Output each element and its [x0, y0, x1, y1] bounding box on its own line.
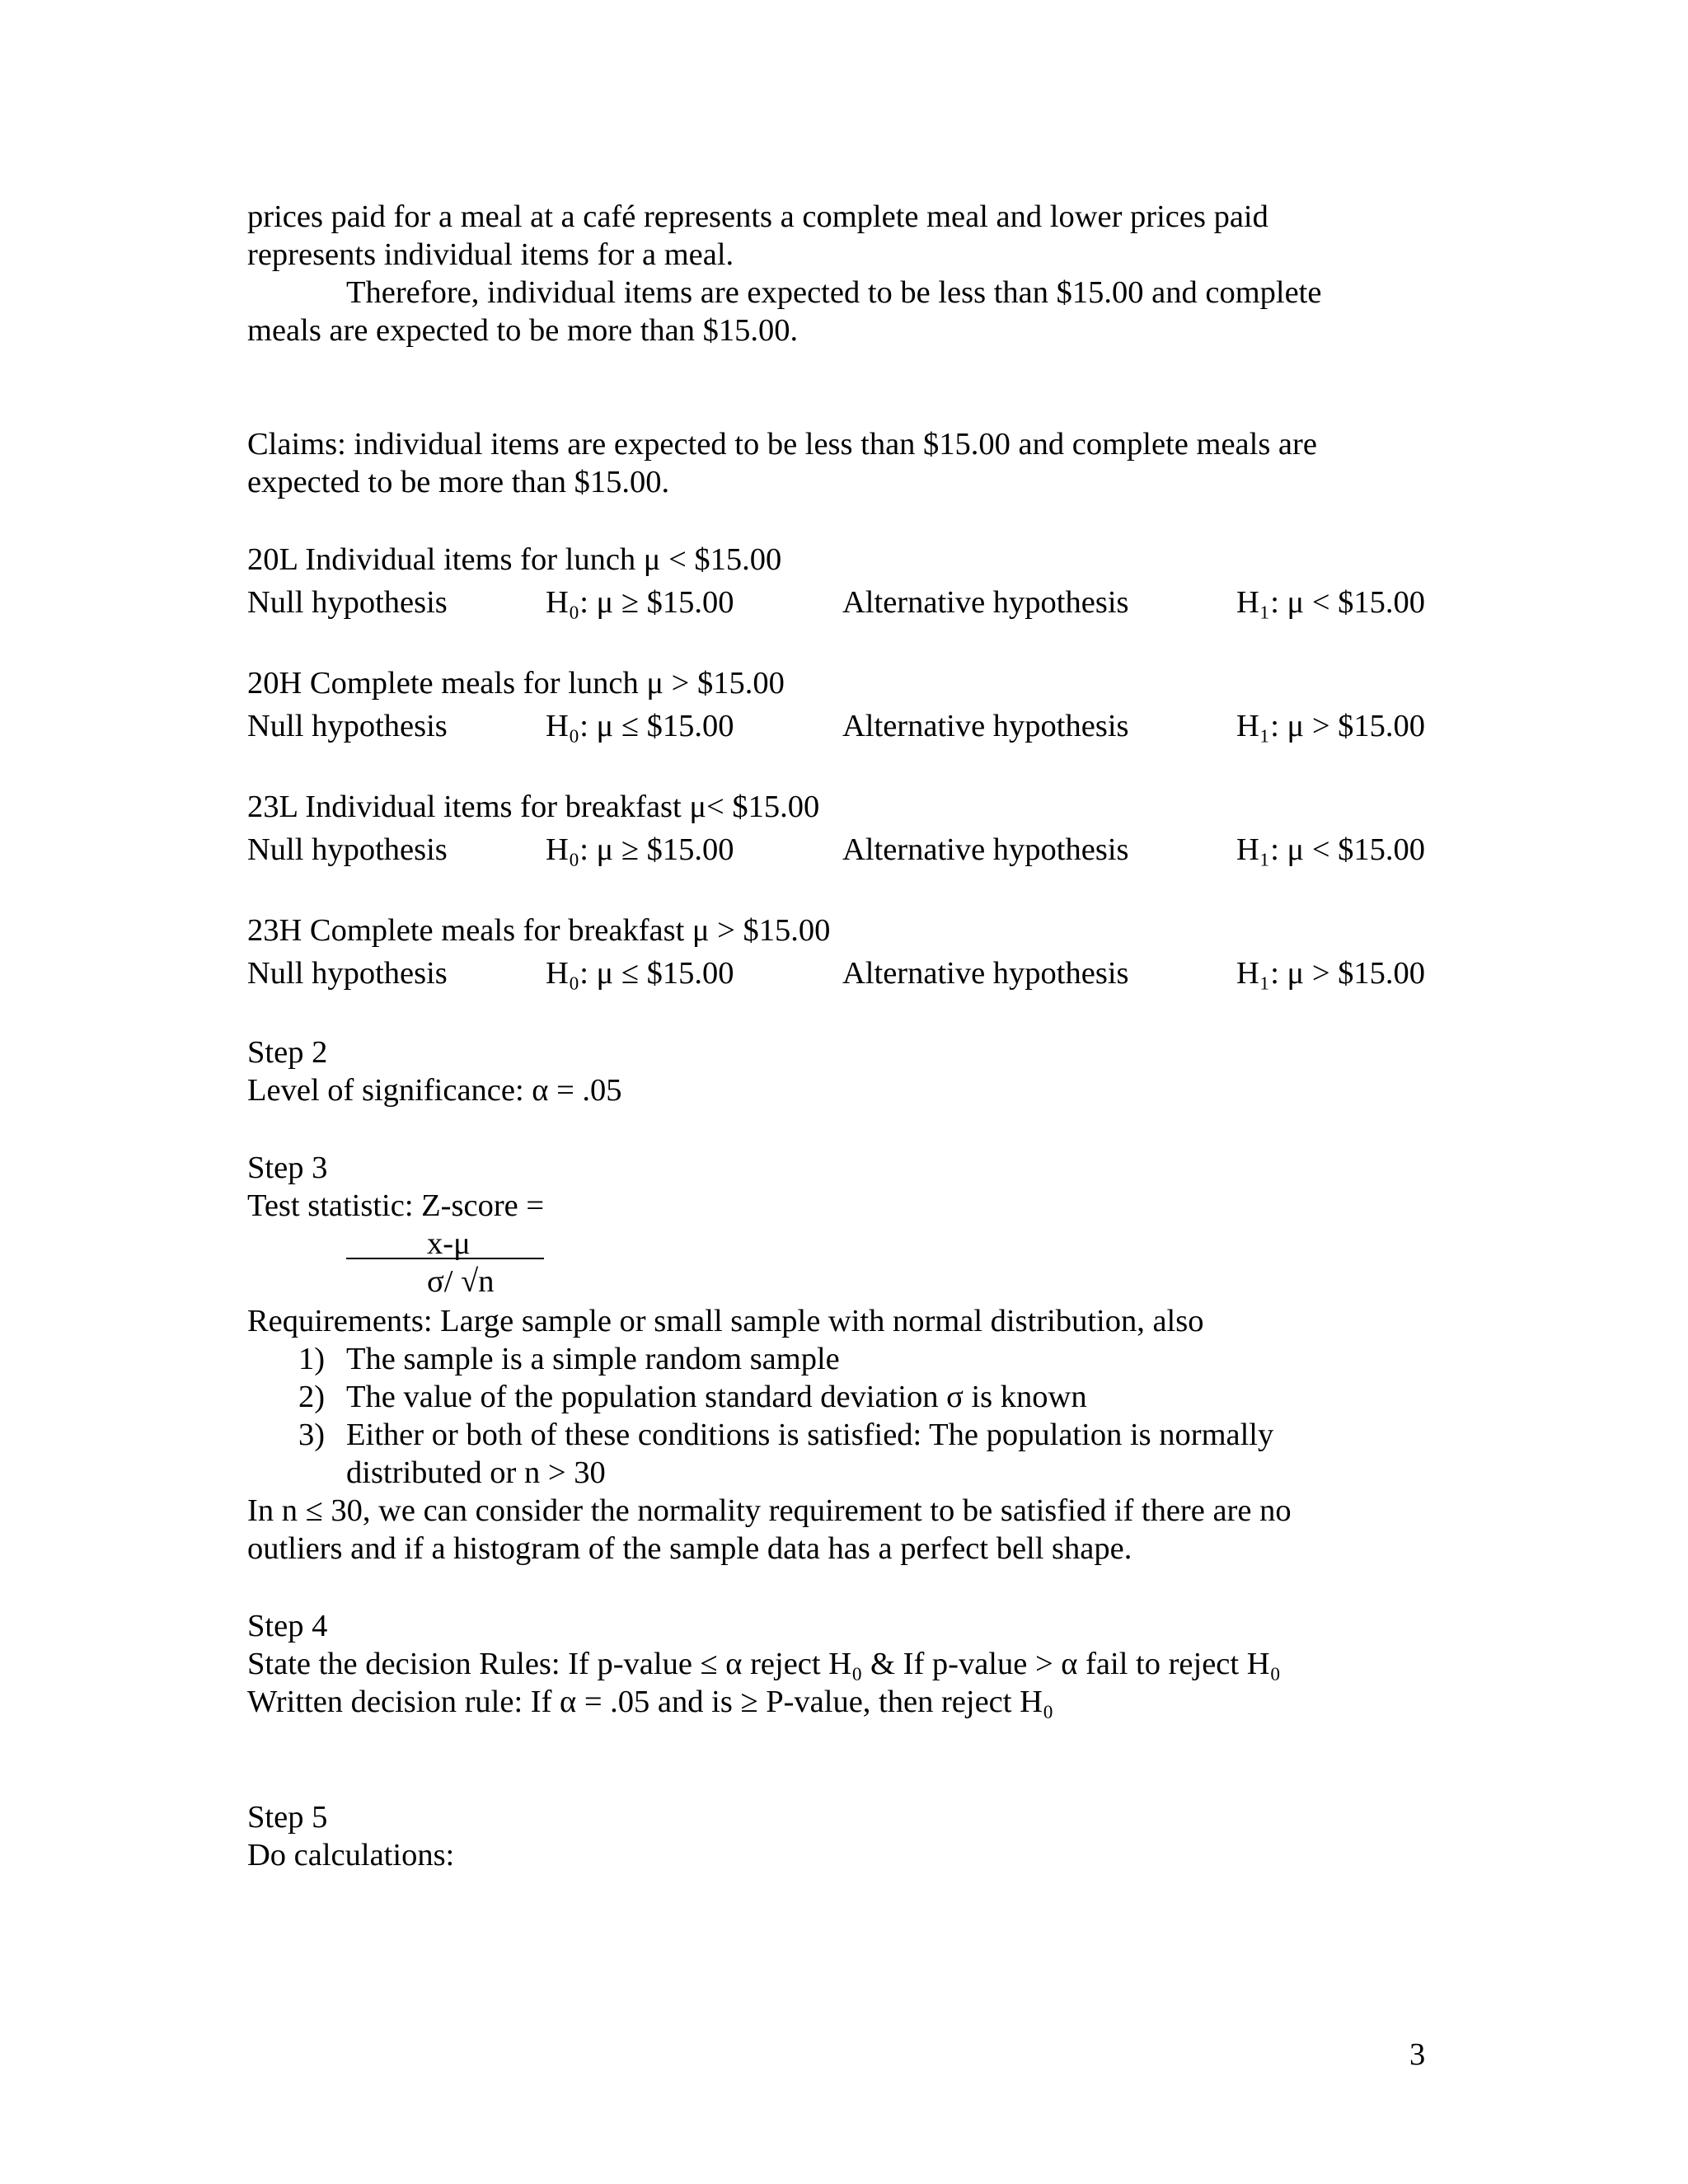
fraction-bar	[346, 1258, 544, 1259]
list-item-number: 1)	[298, 1342, 326, 1376]
decision-rules: State the decision Rules: If p-value ≤ α reject H₀ & If p-value > α fail to reject H₀	[247, 1647, 1281, 1681]
null-hypothesis-label: Null hypothesis	[247, 832, 448, 867]
intro-line-3: Therefore, individual items are expected to be less than $15.00 and complete	[346, 275, 1322, 310]
hypothesis-title: 23L Individual items for breakfast μ< $15.00	[247, 790, 820, 824]
alternative-hypothesis-label: Alternative hypothesis	[842, 956, 1129, 991]
null-hypothesis-formula: H₀: μ ≤ $15.00	[546, 709, 734, 743]
step3-text: Test statistic: Z-score =	[247, 1188, 545, 1223]
intro-line-4: meals are expected to be more than $15.00.	[247, 313, 799, 348]
step4-heading: Step 4	[247, 1609, 328, 1643]
step5-heading: Step 5	[247, 1800, 328, 1835]
null-hypothesis-formula: H₀: μ ≤ $15.00	[546, 956, 734, 991]
list-item: The value of the population standard deviation σ is known	[346, 1380, 1087, 1414]
alternative-hypothesis-formula: H₁: μ > $15.00	[1236, 956, 1426, 991]
list-item: The sample is a simple random sample	[346, 1342, 840, 1376]
step3-heading: Step 3	[247, 1151, 328, 1185]
list-item-number: 2)	[298, 1380, 326, 1414]
zscore-numerator: x-μ	[427, 1226, 471, 1261]
alternative-hypothesis-label: Alternative hypothesis	[842, 585, 1129, 620]
null-hypothesis-formula: H₀: μ ≥ $15.00	[546, 585, 734, 620]
page-number: 3	[1409, 2037, 1426, 2072]
step2-heading: Step 2	[247, 1035, 328, 1070]
zscore-denominator: σ/ √n	[427, 1264, 495, 1299]
requirements-text: Requirements: Large sample or small sample with normal distribution, also	[247, 1304, 1204, 1338]
hypothesis-title: 23H Complete meals for breakfast μ > $15.00	[247, 913, 831, 948]
null-hypothesis-label: Null hypothesis	[247, 709, 448, 743]
claims-line-1: Claims: individual items are expected to be less than $15.00 and complete meals are	[247, 427, 1317, 462]
null-hypothesis-label: Null hypothesis	[247, 585, 448, 620]
alternative-hypothesis-formula: H₁: μ > $15.00	[1236, 709, 1426, 743]
list-item-continuation: distributed or n > 30	[346, 1455, 606, 1490]
hypothesis-title: 20L Individual items for lunch μ < $15.00	[247, 542, 782, 577]
alternative-hypothesis-formula: H₁: μ < $15.00	[1236, 832, 1426, 867]
written-decision-rule: Written decision rule: If α = .05 and is ≥ P-value, then reject H₀	[247, 1685, 1054, 1719]
null-hypothesis-formula: H₀: μ ≥ $15.00	[546, 832, 734, 867]
list-item-number: 3)	[298, 1418, 326, 1452]
null-hypothesis-label: Null hypothesis	[247, 956, 448, 991]
alternative-hypothesis-label: Alternative hypothesis	[842, 709, 1129, 743]
step2-text: Level of significance: α = .05	[247, 1073, 622, 1108]
step5-text: Do calculations:	[247, 1838, 455, 1872]
intro-line-2: represents individual items for a meal.	[247, 237, 734, 272]
intro-line-1: prices paid for a meal at a café represents a complete meal and lower prices paid	[247, 199, 1268, 234]
claims-line-2: expected to be more than $15.00.	[247, 465, 670, 499]
normality-note-line-1: In n ≤ 30, we can consider the normality requirement to be satisfied if there are no	[247, 1493, 1292, 1528]
alternative-hypothesis-formula: H₁: μ < $15.00	[1236, 585, 1426, 620]
normality-note-line-2: outliers and if a histogram of the sample data has a perfect bell shape.	[247, 1531, 1132, 1566]
list-item: Either or both of these conditions is satisfied: The population is normally	[346, 1418, 1274, 1452]
hypothesis-title: 20H Complete meals for lunch μ > $15.00	[247, 666, 785, 701]
alternative-hypothesis-label: Alternative hypothesis	[842, 832, 1129, 867]
